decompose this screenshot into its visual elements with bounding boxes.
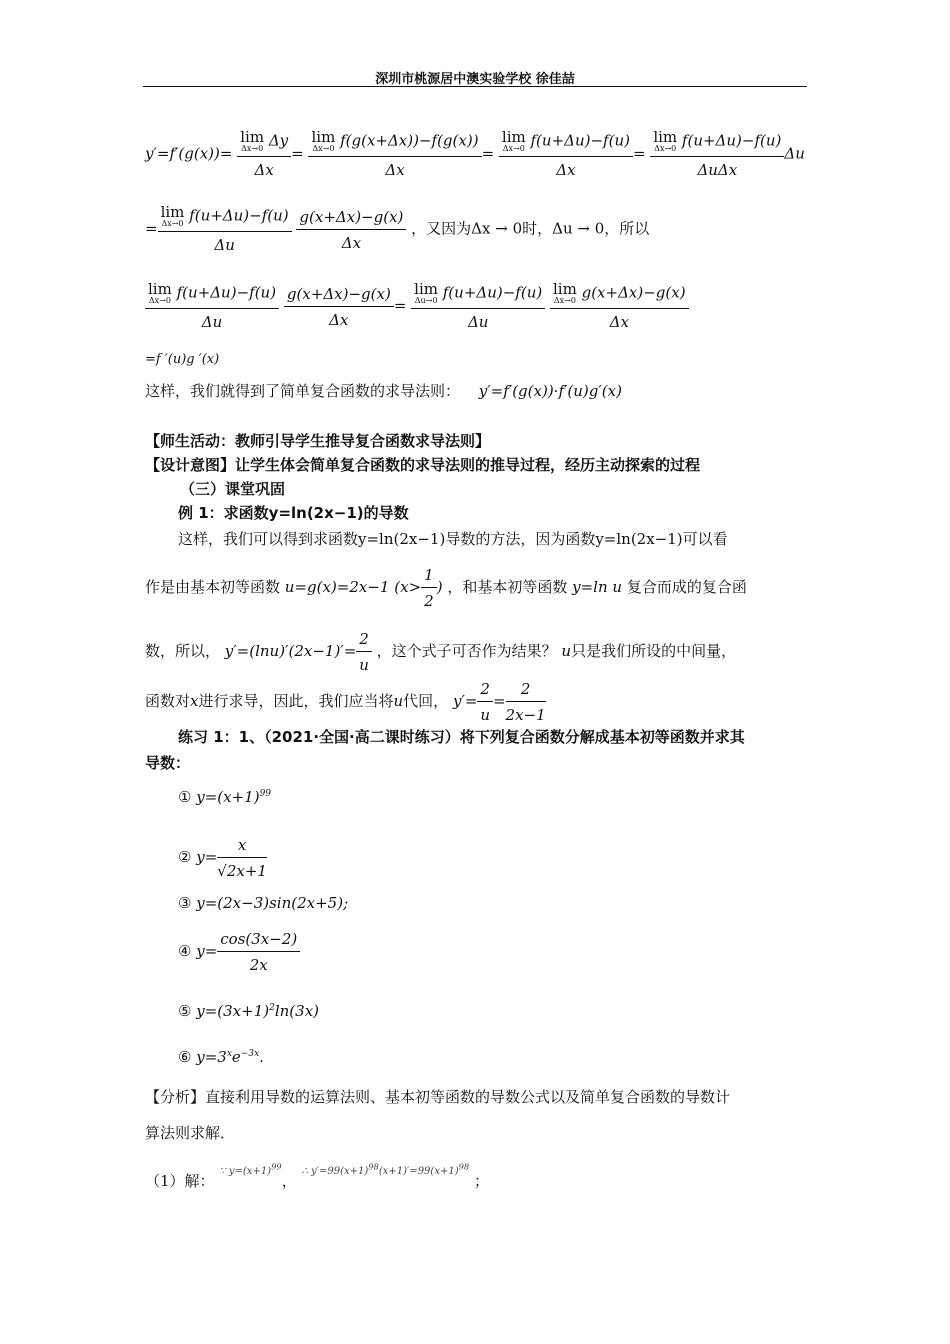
derivation-line-2: = lim Δx→0 f(u+Δu)−f(u) Δu $\frac{g(x+\Delta x)-g(x)}{\Delta x}$ ，又因为Δx → 0时，Δu → 0，所以 (145, 203, 650, 254)
page-header: 深圳市桃源居中澳实验学校 徐佳喆 (375, 72, 575, 87)
activity-line: 【师生活动：教师引导学生推导复合函数求导法则】 (145, 432, 491, 450)
derivation-line-3: lim Δx→0 f(u+Δu)−f(u) Δu $\frac{g(x+\Delta x)-g(x)}{\Delta x}$ = lim Δu→0 f(u+Δu)−f(u) Δu lim Δx→0 g(x+Δx)−g(x) Δx (145, 282, 689, 331)
analysis-line-1: 【分析】直接利用导数的运算法则、基本初等函数的导数公式以及简单复合函数的导数计 (145, 1088, 731, 1106)
derivation-line-1: y′=f′(g(x))= lim Δx→0 Δy Δx = lim Δx→0 f(g(x+Δx))−f(g(x)) Δx = lim Δx→0 f(u+Δu)−f(u) Δx = lim Δx→0 f(u+Δu)−f(u) ΔuΔx Δu (145, 128, 805, 179)
exercise-title-2: 导数： (145, 754, 191, 772)
example-paragraph-4: 函数对x进行求导，因此，我们应当将u代回， y′= $\frac{2}{u}$ = $\frac{2}{2x-1}$ (145, 680, 546, 724)
example-paragraph-2: 作是由基本初等函数 u=g(x)=2x−1 (x> $\frac{1}{2}$ ) ，和基本初等函数 y=ln u 复合而成的复合函 (145, 566, 747, 610)
exercise-item-1: ① $y=(x+1)^{99}$ (178, 788, 272, 806)
example-title: 例 1：求函数y=ln(2x−1)的导数 (178, 504, 409, 522)
exercise-title-1: 练习 1：1、（2021·全国·高二课时练习）将下列复合函数分解成基本初等函数并求其 (178, 728, 745, 746)
exercise-item-5: ⑤ $y=(3x+1)^2\ln(3x)$ (178, 1002, 320, 1020)
example-paragraph-1: 这样，我们可以得到求函数y=ln(2x−1)导数的方法，因为函数y=ln(2x−1)可以看 (178, 530, 728, 548)
exercise-item-3: ③ y=(2x−3)sin(2x+5); (178, 894, 349, 912)
section-title: （三）课堂巩固 (180, 480, 286, 498)
solution-line-1: （1）解： $^{\because y=(x+1)^{99}}$， $^{\therefore y'=99(x+1)^{98}(x+1)'=99(x+1)^{98}}$ ； (145, 1161, 490, 1190)
exercise-item-4: ④ y= $\frac{\cos(3x-2)}{2x}$ (178, 930, 300, 974)
exercise-item-6: ⑥ $y=3^xe^{-3x}$. (178, 1048, 264, 1066)
exercise-item-2: ② y= $\frac{x}{√2x+1}$ (178, 836, 267, 880)
example-paragraph-3: 数，所以， y′=(lnu)′(2x−1)′= $\frac{2}{u}$ ，这个式子可否作为结果？ u只是我们所设的中间量， (145, 630, 737, 674)
design-line: 【设计意图】让学生体会简单复合函数的求导法则的推导过程，经历主动探索的过程 (145, 456, 701, 474)
header-rule (143, 86, 807, 87)
derivation-result: =f ′(u)g ′(x) (145, 352, 220, 367)
chain-rule-line: 这样，我们就得到了简单复合函数的求导法则： y′=f′(g(x))·f′(u)g′(x) (145, 382, 622, 400)
analysis-line-2: 算法则求解． (145, 1124, 236, 1142)
